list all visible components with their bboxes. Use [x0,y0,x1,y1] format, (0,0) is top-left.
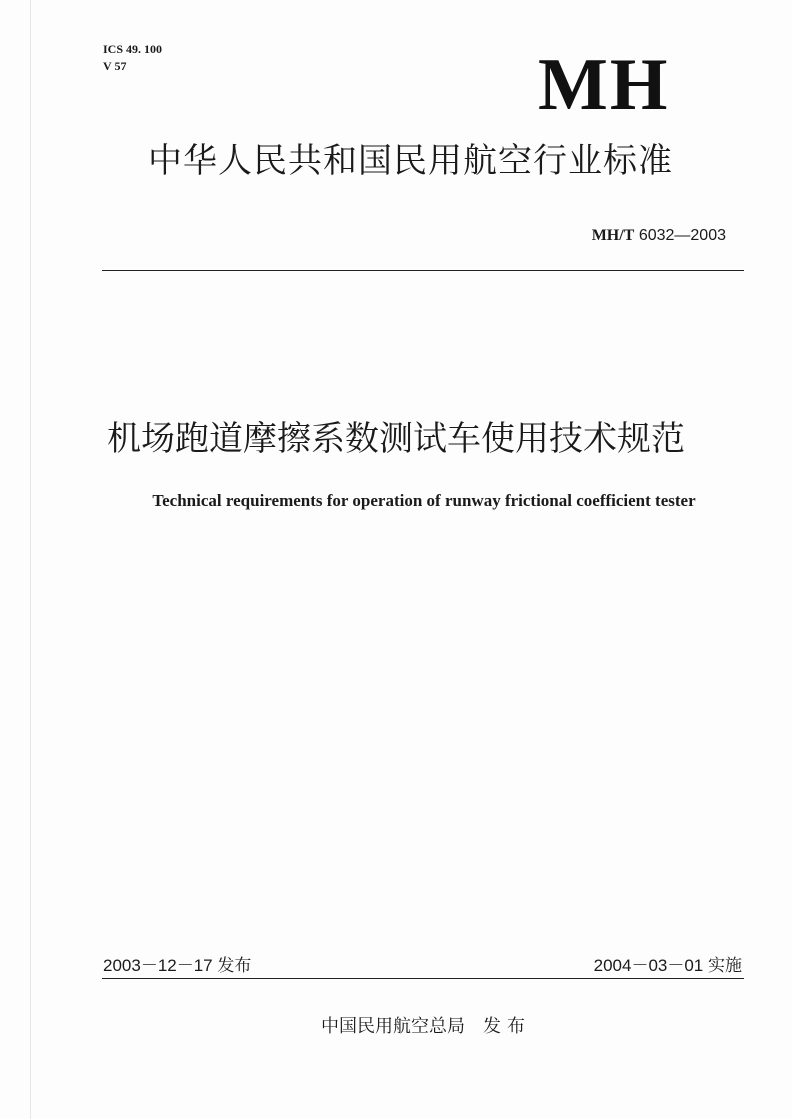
standard-prefix: MH/T [591,227,635,244]
top-rule [102,270,744,271]
issue-date: 2003－12－17 发布 [103,956,252,975]
publisher-name: 中国民用航空总局 [321,1016,465,1037]
ccs-code: V 57 [103,59,127,73]
bottom-rule [102,978,744,979]
organization-title: 中华人民共和国民用航空行业标准 [148,141,673,181]
document-title-cn: 机场跑道摩擦系数测试车使用技术规范 [107,419,685,459]
implementation-date: 2004－03－01 实施 [593,956,742,975]
document-title-en: Technical requirements for operation of runway frictional coefficient tester [152,491,696,510]
ics-code: ICS 49. 100 [103,42,163,56]
publisher [0,1015,792,1039]
publisher-action: 发布 [483,1016,531,1037]
classification-codes [103,42,162,76]
scan-edge [30,0,31,1119]
standard-number [592,226,726,246]
mh-logo: MH [538,44,670,126]
standard-code: 6032—2003 [638,227,726,244]
